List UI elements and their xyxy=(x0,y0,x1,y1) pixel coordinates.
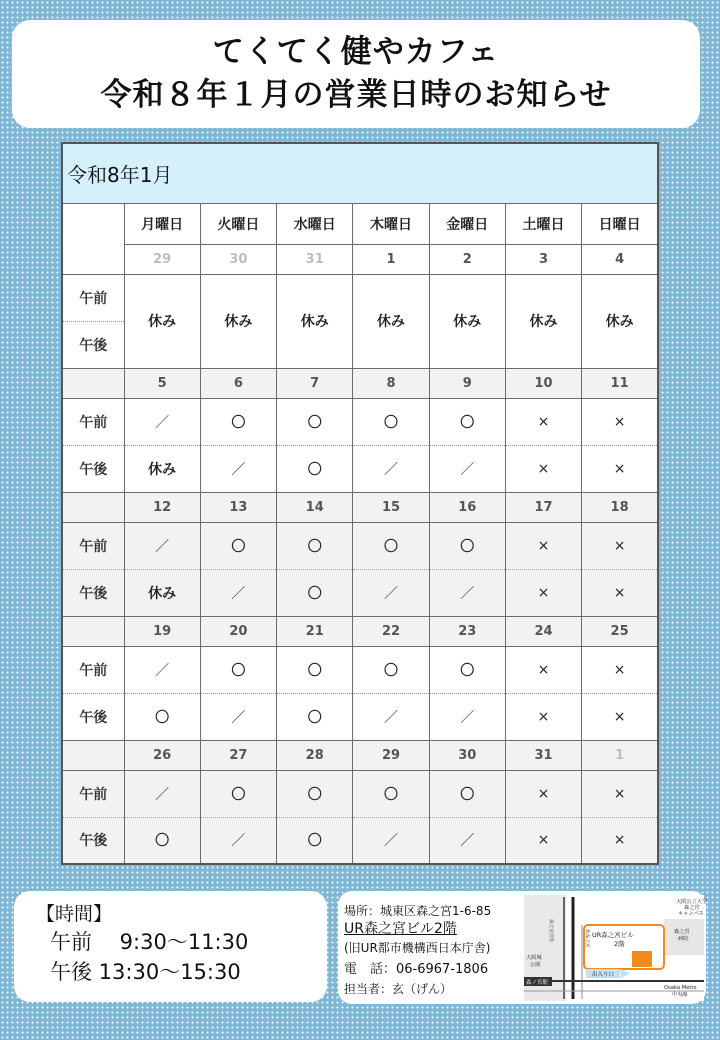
am-label: 午前 xyxy=(62,274,124,321)
unavailable-cell: ／ xyxy=(124,646,200,693)
open-cell: 〇 xyxy=(277,817,353,864)
date-row-label-cell xyxy=(62,368,124,398)
open-cell: 〇 xyxy=(200,522,276,569)
weekday-header: 木曜日 xyxy=(353,203,429,244)
page-title: てくてく健やカフェ xyxy=(212,34,500,70)
open-cell: 〇 xyxy=(200,398,276,445)
date-cell: 14 xyxy=(277,492,353,522)
open-cell: 〇 xyxy=(277,522,353,569)
date-cell: 23 xyxy=(429,616,505,646)
date-row xyxy=(62,616,658,646)
date-cell: 3 xyxy=(505,244,581,274)
date-cell: 2 xyxy=(429,244,505,274)
weekday-header: 金曜日 xyxy=(429,203,505,244)
closed-cell: × xyxy=(505,398,581,445)
map-label-road: 新森之宮 xyxy=(584,929,589,948)
am-label: 午前 xyxy=(62,770,124,817)
closed-cell: × xyxy=(505,522,581,569)
hours-pm: 午後 13:30～15:30 xyxy=(50,960,241,984)
date-row-label-cell xyxy=(62,492,124,522)
date-cell: 9 xyxy=(429,368,505,398)
holiday-cell: 休み xyxy=(582,274,658,368)
pm-label: 午後 xyxy=(62,445,124,492)
date-cell: 22 xyxy=(353,616,429,646)
map-label-target: UR森之宮ビル xyxy=(592,931,634,939)
open-cell: 〇 xyxy=(277,569,353,616)
location-map xyxy=(524,895,708,1001)
am-row xyxy=(62,646,658,693)
closed-cell: × xyxy=(505,770,581,817)
pm-label: 午後 xyxy=(62,817,124,864)
calendar-caption-row xyxy=(62,143,658,203)
info-building: UR森之宮ビル2階 xyxy=(344,921,457,937)
info-staff: 担当者：玄（げん） xyxy=(344,982,453,996)
pm-row xyxy=(62,445,658,492)
open-cell: 〇 xyxy=(353,522,429,569)
date-row xyxy=(62,492,658,522)
closed-cell: × xyxy=(505,693,581,740)
date-cell: 26 xyxy=(124,740,200,770)
holiday-cell: 休み xyxy=(124,569,200,616)
unavailable-cell: ／ xyxy=(429,693,505,740)
map-label-univ: キャンパス xyxy=(678,911,704,917)
hours-am: 午前 9:30～11:30 xyxy=(50,930,249,954)
date-cell: 10 xyxy=(505,368,581,398)
pm-row xyxy=(62,817,658,864)
open-cell: 〇 xyxy=(200,770,276,817)
date-cell: 8 xyxy=(353,368,429,398)
am-label: 午前 xyxy=(62,646,124,693)
unavailable-cell: ／ xyxy=(200,569,276,616)
date-cell: 29 xyxy=(124,244,200,274)
date-cell: 24 xyxy=(505,616,581,646)
date-row xyxy=(62,368,658,398)
calendar-corner-cell xyxy=(62,203,124,274)
open-cell: 〇 xyxy=(277,693,353,740)
date-row-label-cell xyxy=(62,616,124,646)
page-subtitle: 令和８年１月の営業日時のお知らせ xyxy=(100,77,612,113)
map-label-univ: 森之宮 xyxy=(684,905,700,911)
closed-cell: × xyxy=(505,817,581,864)
am-row xyxy=(62,522,658,569)
date-row xyxy=(62,244,658,274)
holiday-cell: 休み xyxy=(353,274,429,368)
closed-cell: × xyxy=(582,522,658,569)
map-label-road: 森之宮団地 xyxy=(548,919,553,942)
pm-label: 午後 xyxy=(62,569,124,616)
holiday-cell: 休み xyxy=(505,274,581,368)
open-cell: 〇 xyxy=(124,817,200,864)
date-cell: 25 xyxy=(582,616,658,646)
info-place: 場所：城東区森之宮1-6-85 xyxy=(344,904,492,918)
open-cell: 〇 xyxy=(277,445,353,492)
holiday-cell: 休み xyxy=(429,274,505,368)
date-cell: 21 xyxy=(277,616,353,646)
pm-row xyxy=(62,693,658,740)
date-cell: 31 xyxy=(277,244,353,274)
date-cell: 27 xyxy=(200,740,276,770)
closed-cell: × xyxy=(582,398,658,445)
am-row xyxy=(62,398,658,445)
date-row-label-cell xyxy=(62,740,124,770)
closed-cell: × xyxy=(582,817,658,864)
am-row xyxy=(62,274,658,321)
open-cell: 〇 xyxy=(353,398,429,445)
map-label-metro: 中央線 xyxy=(672,992,688,998)
date-cell: 5 xyxy=(124,368,200,398)
closed-cell: × xyxy=(582,445,658,492)
open-cell: 〇 xyxy=(124,693,200,740)
map-label-univ: 大阪公立大学 xyxy=(676,899,708,905)
hours-title: 【時間】 xyxy=(36,903,113,925)
date-cell: 31 xyxy=(505,740,581,770)
map-label-park: 大阪城 xyxy=(526,955,542,961)
date-cell: 7 xyxy=(277,368,353,398)
date-cell: 18 xyxy=(582,492,658,522)
map-label-entrance: 出入り口 xyxy=(592,972,615,978)
calendar-caption: 令和8年1月 xyxy=(62,143,658,203)
map-label-metro: Osaka Metro xyxy=(664,985,697,991)
am-label: 午前 xyxy=(62,398,124,445)
unavailable-cell: ／ xyxy=(429,817,505,864)
date-cell: 30 xyxy=(200,244,276,274)
date-cell: 4 xyxy=(582,244,658,274)
date-cell: 30 xyxy=(429,740,505,770)
closed-cell: × xyxy=(582,569,658,616)
holiday-cell: 休み xyxy=(124,445,200,492)
pm-label: 午後 xyxy=(62,321,124,368)
map-target-building xyxy=(632,951,652,967)
unavailable-cell: ／ xyxy=(353,445,429,492)
am-row xyxy=(62,770,658,817)
closed-cell: × xyxy=(505,445,581,492)
unavailable-cell: ／ xyxy=(200,445,276,492)
date-cell: 19 xyxy=(124,616,200,646)
unavailable-cell: ／ xyxy=(353,817,429,864)
closed-cell: × xyxy=(582,693,658,740)
open-cell: 〇 xyxy=(353,770,429,817)
open-cell: 〇 xyxy=(429,770,505,817)
open-cell: 〇 xyxy=(429,398,505,445)
holiday-cell: 休み xyxy=(200,274,276,368)
date-cell: 6 xyxy=(200,368,276,398)
closed-cell: × xyxy=(582,770,658,817)
closed-cell: × xyxy=(582,646,658,693)
date-cell: 20 xyxy=(200,616,276,646)
info-panel xyxy=(338,891,706,1004)
unavailable-cell: ／ xyxy=(124,522,200,569)
date-row xyxy=(62,740,658,770)
weekday-header: 月曜日 xyxy=(124,203,200,244)
map-label-hospital: 病院 xyxy=(678,936,689,942)
open-cell: 〇 xyxy=(200,646,276,693)
open-cell: 〇 xyxy=(429,522,505,569)
unavailable-cell: ／ xyxy=(429,569,505,616)
info-tel: 電 話：06-6967-1806 xyxy=(344,962,489,977)
map-label-station: 森ノ宮駅 xyxy=(526,980,549,986)
unavailable-cell: ／ xyxy=(124,770,200,817)
date-cell: 1 xyxy=(353,244,429,274)
info-text xyxy=(344,903,530,997)
date-cell: 29 xyxy=(353,740,429,770)
open-cell: 〇 xyxy=(429,646,505,693)
unavailable-cell: ／ xyxy=(200,817,276,864)
business-calendar xyxy=(61,142,659,865)
weekday-header-row xyxy=(62,203,658,244)
map-label-target: 2階 xyxy=(614,940,625,948)
date-cell: 13 xyxy=(200,492,276,522)
unavailable-cell: ／ xyxy=(353,569,429,616)
open-cell: 〇 xyxy=(277,646,353,693)
hours-panel xyxy=(14,891,327,1002)
date-cell: 17 xyxy=(505,492,581,522)
open-cell: 〇 xyxy=(277,398,353,445)
weekday-header: 水曜日 xyxy=(277,203,353,244)
closed-cell: × xyxy=(505,569,581,616)
date-cell: 11 xyxy=(582,368,658,398)
holiday-cell: 休み xyxy=(124,274,200,368)
title-banner xyxy=(12,20,700,128)
open-cell: 〇 xyxy=(353,646,429,693)
date-cell: 28 xyxy=(277,740,353,770)
map-label-park: 公園 xyxy=(530,962,541,968)
closed-cell: × xyxy=(505,646,581,693)
weekday-header: 土曜日 xyxy=(505,203,581,244)
pm-row xyxy=(62,569,658,616)
info-old-name: (旧UR都市機構西日本庁舎) xyxy=(344,941,491,955)
weekday-header: 日曜日 xyxy=(582,203,658,244)
am-label: 午前 xyxy=(62,522,124,569)
pm-label: 午後 xyxy=(62,693,124,740)
date-cell: 1 xyxy=(582,740,658,770)
weekday-header: 火曜日 xyxy=(200,203,276,244)
unavailable-cell: ／ xyxy=(200,693,276,740)
date-cell: 15 xyxy=(353,492,429,522)
open-cell: 〇 xyxy=(277,770,353,817)
unavailable-cell: ／ xyxy=(353,693,429,740)
unavailable-cell: ／ xyxy=(429,445,505,492)
holiday-cell: 休み xyxy=(277,274,353,368)
map-label-hospital: 森之宮 xyxy=(674,929,690,935)
unavailable-cell: ／ xyxy=(124,398,200,445)
date-cell: 16 xyxy=(429,492,505,522)
date-cell: 12 xyxy=(124,492,200,522)
